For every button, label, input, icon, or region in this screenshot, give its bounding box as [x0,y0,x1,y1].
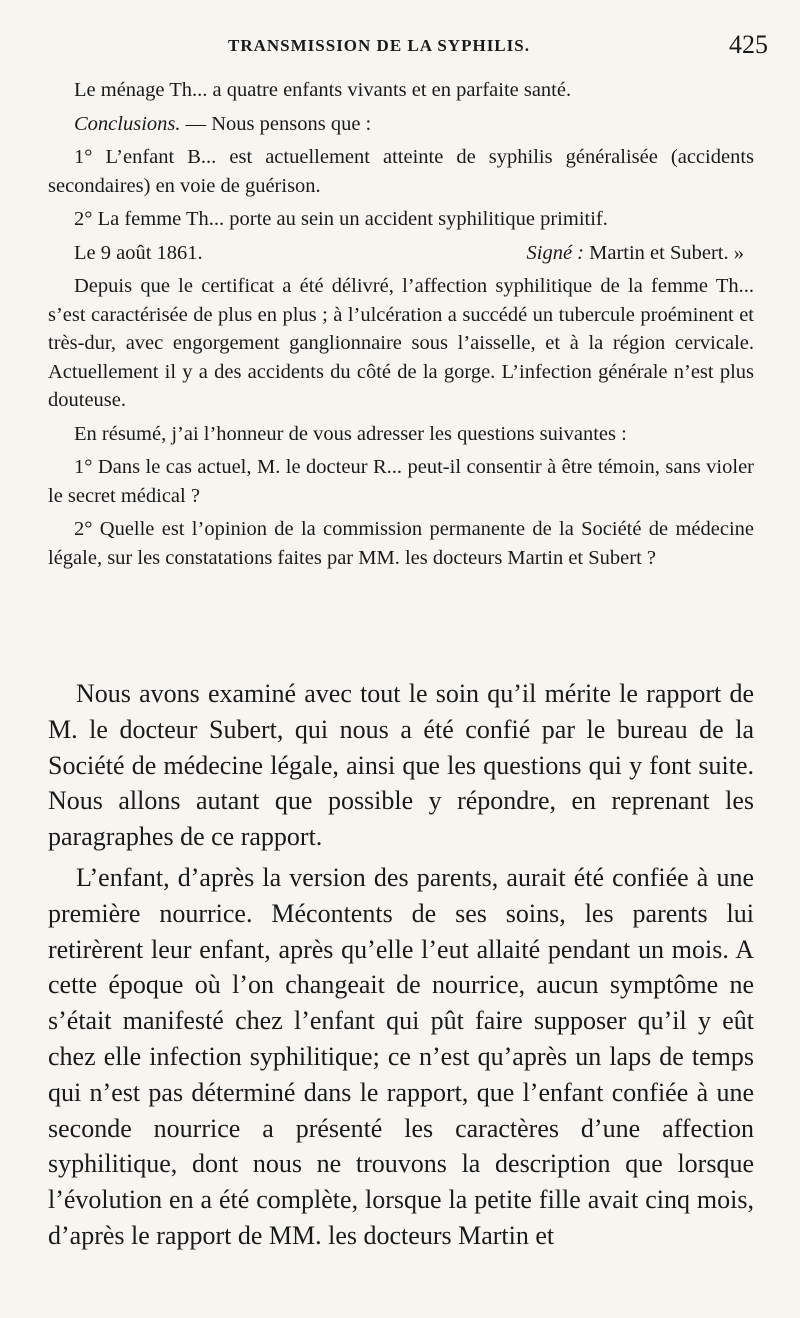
signature [527,239,745,268]
running-title: TRANSMISSION DE LA SYPHILIS. [228,36,530,55]
paragraph: L’enfant, d’après la version des parents, aurait été confiée à une première nourrice. Mécontents de ses soins, les parents lui retirèrent leur enfant, après qu’elle l’eut allaité pendant un mois. A cette époque où l’on changeait de nourrice, aucun symptôme ne s’était manifesté chez l’enfant qui pût faire supposer qu’il y eût chez elle infection syphilitique; ce n’est qu’après un laps de temps qui n’est pas déterminé dans le rapport, que l’enfant confiée à une seconde nourrice a présenté les caractères d’une affection syphilitique, dont nous ne trouvons la description que lorsque l’évolution en a été complète, lorsque la petite fille avait cinq mois, d’après le rapport de MM. les docteurs Martin et [48,862,754,1250]
paragraph: Depuis que le certificat a été délivré, l’affection syphilitique de la femme Th... s’est caractérisée de plus en plus ; à l’ulcération a succédé un tubercule proéminent et très-dur, avec engorgement ganglionnaire sous l’aisselle, et à la région cervicale. Actuellement il y a des accidents du côté de la gorge. L’infection générale n’est plus douteuse. [48,275,754,411]
signature-names: Martin et Subert. » [584,241,744,264]
question-1: 1° Dans le cas actuel, M. le docteur R... peut-il consentir à être témoin, sans violer le secret médical ? [48,456,754,507]
conclusions-text: — Nous pensons que : [180,112,372,135]
conclusions-paragraph [48,110,754,139]
signature-line [48,239,754,268]
signature-label: Signé : [526,241,584,264]
conclusions-label: Conclusions. [74,112,181,135]
conclusion-item-1: 1° L’enfant B... est actuellement atteinte de syphilis généralisée (accidents secondaires) en voie de guérison. [48,146,754,197]
paragraph: Nous avons examiné avec tout le soin qu’il mérite le rapport de M. le docteur Subert, qui nous a été confié par le bureau de la Société de médecine légale, ainsi que les questions qui y font suite. Nous allons autant que possible y répondre, en reprenant les paragraphes de ce rapport. [48,679,754,852]
paragraph: Le ménage Th... a quatre enfants vivants et en parfaite santé. [74,79,572,101]
commentary [48,676,754,1259]
signature-date: Le 9 août 1861. [74,241,203,264]
quoted-report [48,76,754,577]
conclusion-item-2: 2° La femme Th... porte au sein un accident syphilitique primitif. [74,208,608,230]
running-head [48,30,768,66]
page-number: 425 [729,30,768,59]
paragraph: En résumé, j’ai l’honneur de vous adresser les questions suivantes : [74,422,627,445]
question-2: 2° Quelle est l’opinion de la commission permanente de la Société de médecine légale, sur les constatations faites par MM. les docteurs Martin et Subert ? [48,518,754,569]
